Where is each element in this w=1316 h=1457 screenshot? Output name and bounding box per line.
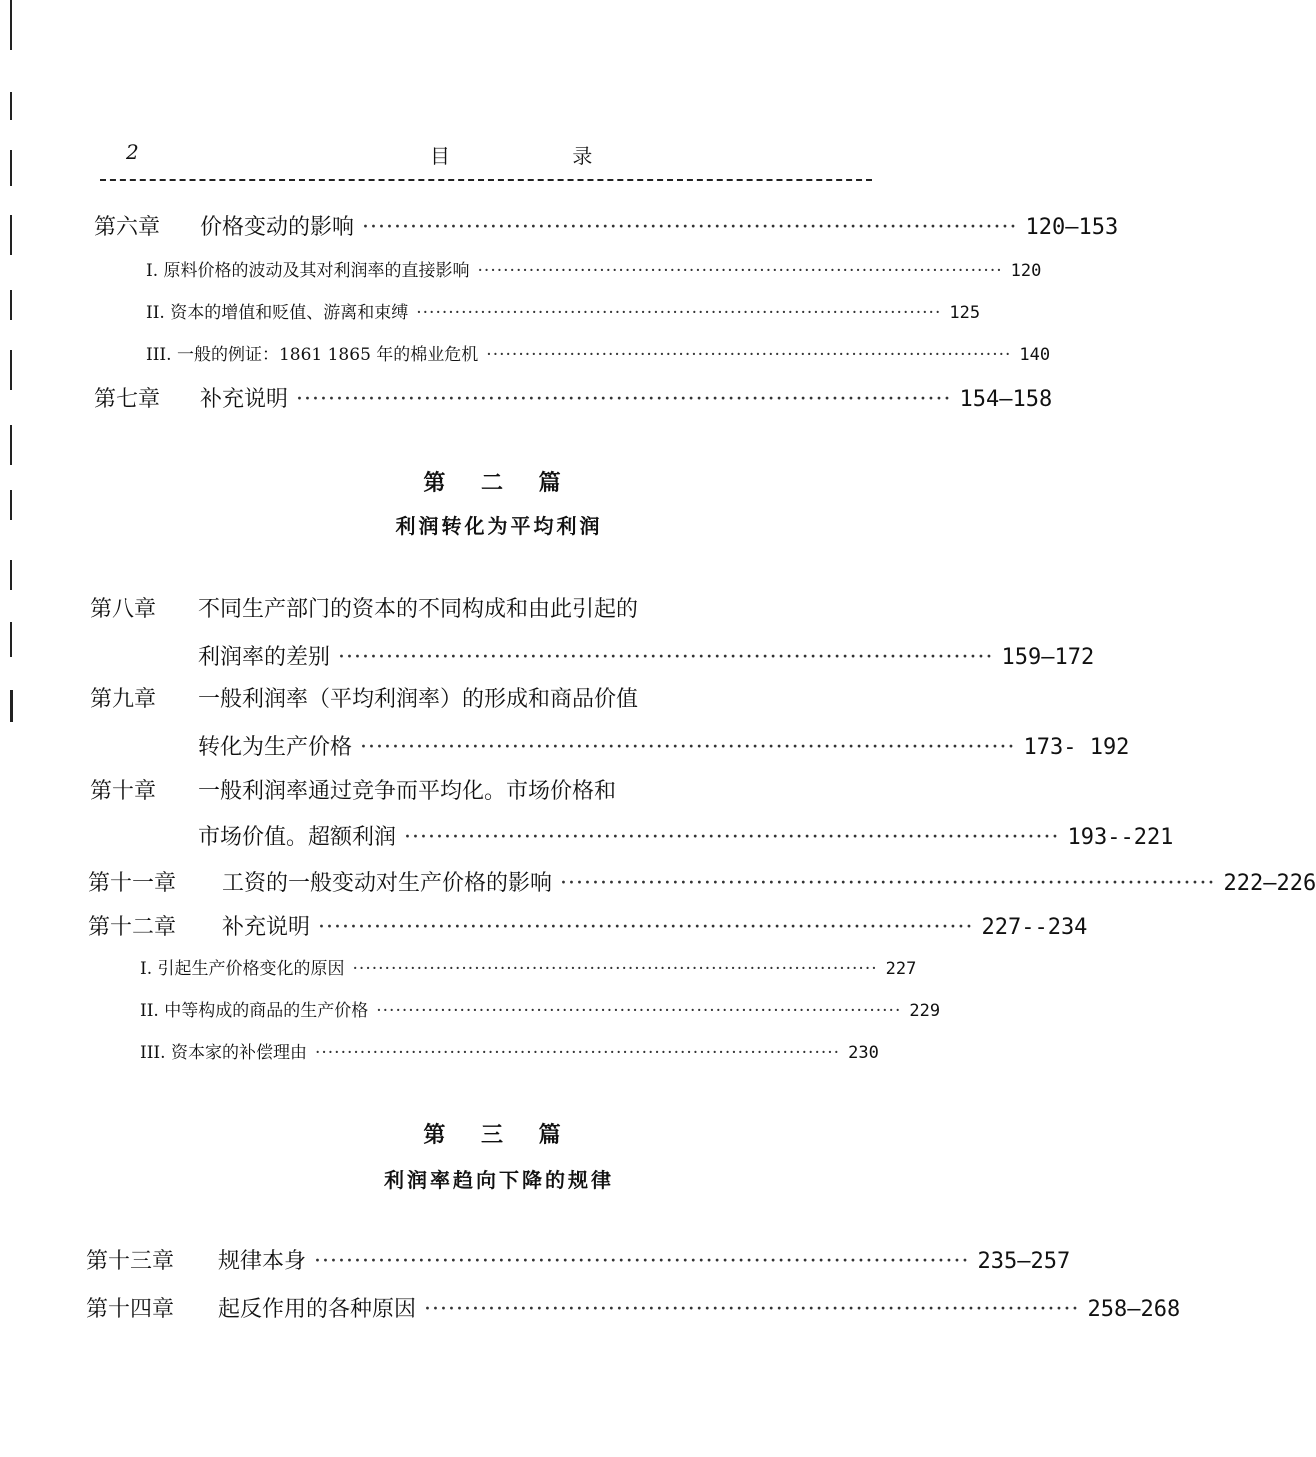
page-range: 173- 192: [1023, 735, 1130, 760]
toc-entry-section: [146, 298, 981, 323]
chapter-title-line-2: 转化为生产价格: [198, 735, 353, 760]
chapter-number: 第六章: [94, 215, 161, 240]
leader-dots: ··················································································: [352, 959, 878, 979]
page-number: 230: [848, 1043, 879, 1063]
chapter-number: 第十章: [90, 779, 157, 804]
page-range: 120—153: [1025, 215, 1119, 240]
chapter-title-line-1: 一般利润率（平均利润率）的形成和商品价值: [198, 687, 639, 712]
scan-edge-mark: [10, 425, 12, 465]
leader-dots: ··················································································: [424, 1297, 1080, 1322]
part-title: 利润率趋向下降的规律: [384, 1168, 614, 1192]
leader-dots: ··················································································: [318, 915, 974, 940]
chapter-title: 补充说明: [222, 915, 311, 940]
page-number: 120: [1010, 261, 1042, 281]
toc-entry-section: [140, 1038, 879, 1063]
section-title: I. 引起生产价格变化的原因: [140, 959, 345, 979]
section-title: I. 原料价格的波动及其对利润率的直接影响: [146, 261, 470, 281]
leader-dots: ··················································································: [376, 1001, 902, 1021]
leader-dots: ··················································································: [404, 825, 1060, 850]
chapter-title-line-2: 市场价值。超额利润: [198, 825, 397, 850]
scan-edge-mark: [10, 290, 12, 320]
scan-edge-mark: [10, 150, 12, 186]
page-range: 159—172: [1001, 645, 1095, 670]
page-range: 227--234: [981, 915, 1088, 940]
toc-entry-chapter-6: [94, 210, 1119, 241]
running-title: 目 录: [430, 144, 651, 168]
toc-entry-chapter-9-cont: [198, 730, 1130, 761]
page-range: 258—268: [1087, 1297, 1181, 1322]
leader-dots: ··················································································: [416, 303, 942, 323]
scan-edge-mark: [10, 215, 12, 255]
scan-edge-mark: [10, 560, 12, 590]
scan-edge-mark: [10, 690, 13, 722]
chapter-number: 第十四章: [86, 1297, 175, 1322]
page-number: 229: [909, 1001, 941, 1021]
page-range: 235—257: [977, 1249, 1071, 1274]
section-title: III. 一般的例证：1861 1865 年的棉业危机: [146, 345, 479, 365]
leader-dots: ··················································································: [314, 1249, 970, 1274]
header-rule: [100, 179, 872, 181]
leader-dots: ··················································································: [486, 345, 1012, 365]
chapter-number: 第八章: [90, 597, 157, 622]
leader-dots: ··················································································: [477, 261, 1003, 281]
part-title: 利润转化为平均利润: [395, 514, 603, 538]
page-number: 2: [126, 140, 139, 164]
chapter-title: 起反作用的各种原因: [218, 1297, 417, 1322]
section-title: III. 资本家的补偿理由: [140, 1043, 307, 1063]
part-number: 第 三 篇: [423, 1122, 575, 1148]
toc-entry-chapter-10-cont: [198, 820, 1174, 851]
toc-entry-section: [146, 340, 1051, 365]
chapter-title: 价格变动的影响: [200, 215, 355, 240]
toc-entry-chapter-8-cont: [198, 640, 1095, 671]
toc-entry-section: [140, 954, 917, 979]
page-range: 154—158: [959, 387, 1053, 412]
leader-dots: ··················································································: [362, 215, 1018, 240]
page-number: 125: [949, 303, 981, 323]
toc-entry-chapter-14: [86, 1292, 1181, 1323]
chapter-title-line-2: 利润率的差别: [198, 645, 331, 670]
scan-edge-mark: [10, 350, 12, 390]
page-number: 140: [1019, 345, 1051, 365]
page-number: 227: [885, 959, 917, 979]
leader-dots: ··················································································: [360, 735, 1016, 760]
toc-entry-chapter-11: [88, 866, 1316, 897]
leader-dots: ··················································································: [314, 1043, 841, 1063]
chapter-number: 第十二章: [88, 915, 177, 940]
leader-dots: ··················································································: [338, 645, 994, 670]
chapter-title: 规律本身: [218, 1249, 307, 1274]
scan-edge-mark: [10, 0, 12, 50]
part-number: 第 二 篇: [423, 470, 575, 496]
section-title: II. 中等构成的商品的生产价格: [140, 1001, 369, 1021]
scan-edge-mark: [10, 622, 12, 657]
toc-entry-chapter-8: [90, 592, 638, 623]
toc-entry-chapter-10: [90, 774, 616, 805]
page-range: 193--221: [1067, 825, 1174, 850]
section-title: II. 资本的增值和贬值、游离和束缚: [146, 303, 409, 323]
toc-entry-section: [146, 256, 1042, 281]
chapter-title: 补充说明: [200, 387, 289, 412]
chapter-number: 第七章: [94, 387, 161, 412]
chapter-title: 工资的一般变动对生产价格的影响: [222, 871, 553, 896]
toc-entry-chapter-9: [90, 682, 638, 713]
scan-edge-mark: [10, 92, 12, 120]
leader-dots: ··················································································: [560, 871, 1216, 896]
toc-entry-chapter-7: [94, 382, 1053, 413]
toc-entry-chapter-13: [86, 1244, 1071, 1275]
chapter-number: 第九章: [90, 687, 157, 712]
chapter-title-line-1: 不同生产部门的资本的不同构成和由此引起的: [198, 597, 639, 622]
page-header: [100, 140, 872, 172]
leader-dots: ··················································································: [296, 387, 952, 412]
chapter-number: 第十一章: [88, 871, 177, 896]
toc-entry-section: [140, 996, 941, 1021]
chapter-title-line-1: 一般利润率通过竞争而平均化。市场价格和: [198, 779, 617, 804]
page-range: 222—226: [1223, 871, 1316, 896]
chapter-number: 第十三章: [86, 1249, 175, 1274]
toc-entry-chapter-12: [88, 910, 1088, 941]
